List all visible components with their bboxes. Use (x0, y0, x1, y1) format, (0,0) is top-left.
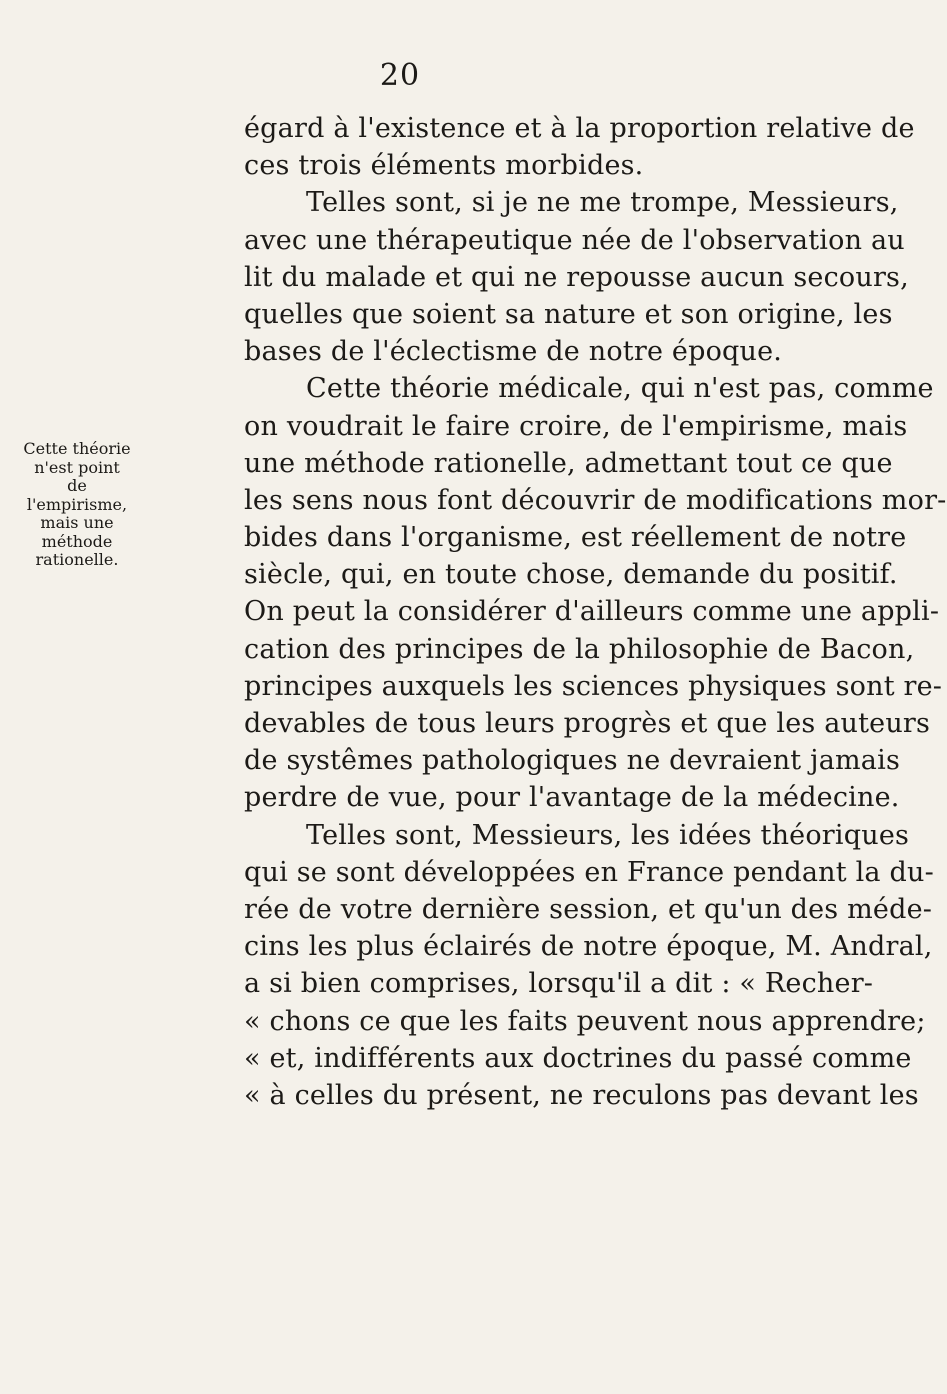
text-line: On peut la considérer d'ailleurs comme une appli- (244, 596, 940, 628)
margin-note-line: de (67, 476, 87, 495)
margin-note (22, 440, 132, 570)
text-line: perdre de vue, pour l'avantage de la médecine. (244, 782, 900, 814)
margin-note-line: méthode (41, 531, 113, 551)
page-number: 20 (379, 58, 421, 93)
body-text (244, 110, 947, 1114)
text-line: avec une thérapeutique née de l'observation au (244, 224, 905, 256)
paragraph-start-line: Cette théorie médicale, qui n'est pas, comme (306, 373, 934, 405)
text-line: égard à l'existence et à la proportion relative de (244, 113, 915, 144)
text-line: devables de tous leurs progrès et que les auteurs (244, 708, 931, 739)
text-line: qui se sont développées en France pendant la du- (244, 856, 934, 888)
text-line: « chons ce que les faits peuvent nous apprendre; (244, 1005, 926, 1037)
text-line: bases de l'éclectisme de notre époque. (244, 336, 783, 368)
text-line: cins les plus éclairés de notre époque, M. Andral, (244, 931, 933, 963)
text-line: lit du malade et qui ne repousse aucun secours, (244, 261, 909, 293)
text-line: cation des principes de la philosophie de Bacon, (244, 633, 915, 665)
paragraph-start-line: Telles sont, si je ne me trompe, Messieurs, (306, 187, 899, 219)
text-line: on voudrait le faire croire, de l'empirisme, mais (244, 410, 908, 442)
text-line: principes auxquels les sciences physiques sont re- (244, 670, 943, 702)
margin-note-line: n'est point (34, 457, 120, 477)
margin-note-line: rationelle. (35, 550, 119, 569)
text-line: ces trois éléments morbides. (244, 150, 644, 182)
margin-note-line: mais une (40, 513, 114, 532)
text-line: « à celles du présent, ne reculons pas devant les (244, 1079, 919, 1111)
text-line: bides dans l'organisme, est réellement de notre (244, 522, 907, 554)
text-line: les sens nous font découvrir de modifications mor- (244, 484, 947, 516)
margin-note-line: l'empirisme, (26, 494, 128, 514)
text-line: siècle, qui, en toute chose, demande du positif. (244, 559, 898, 591)
text-line: « et, indifférents aux doctrines du passé comme (244, 1042, 912, 1074)
text-line: de systêmes pathologiques ne devraient jamais (244, 745, 900, 777)
text-line: quelles que soient sa nature et son origine, les (244, 298, 893, 330)
text-line: rée de votre dernière session, et qu'un des méde- (244, 893, 933, 925)
paragraph-start-line: Telles sont, Messieurs, les idées théoriques (306, 819, 910, 851)
text-line: a si bien comprises, lorsqu'il a dit : « Recher- (244, 968, 874, 1000)
margin-note-line: Cette théorie (23, 439, 131, 458)
text-line: une méthode rationelle, admettant tout ce que (244, 447, 893, 479)
